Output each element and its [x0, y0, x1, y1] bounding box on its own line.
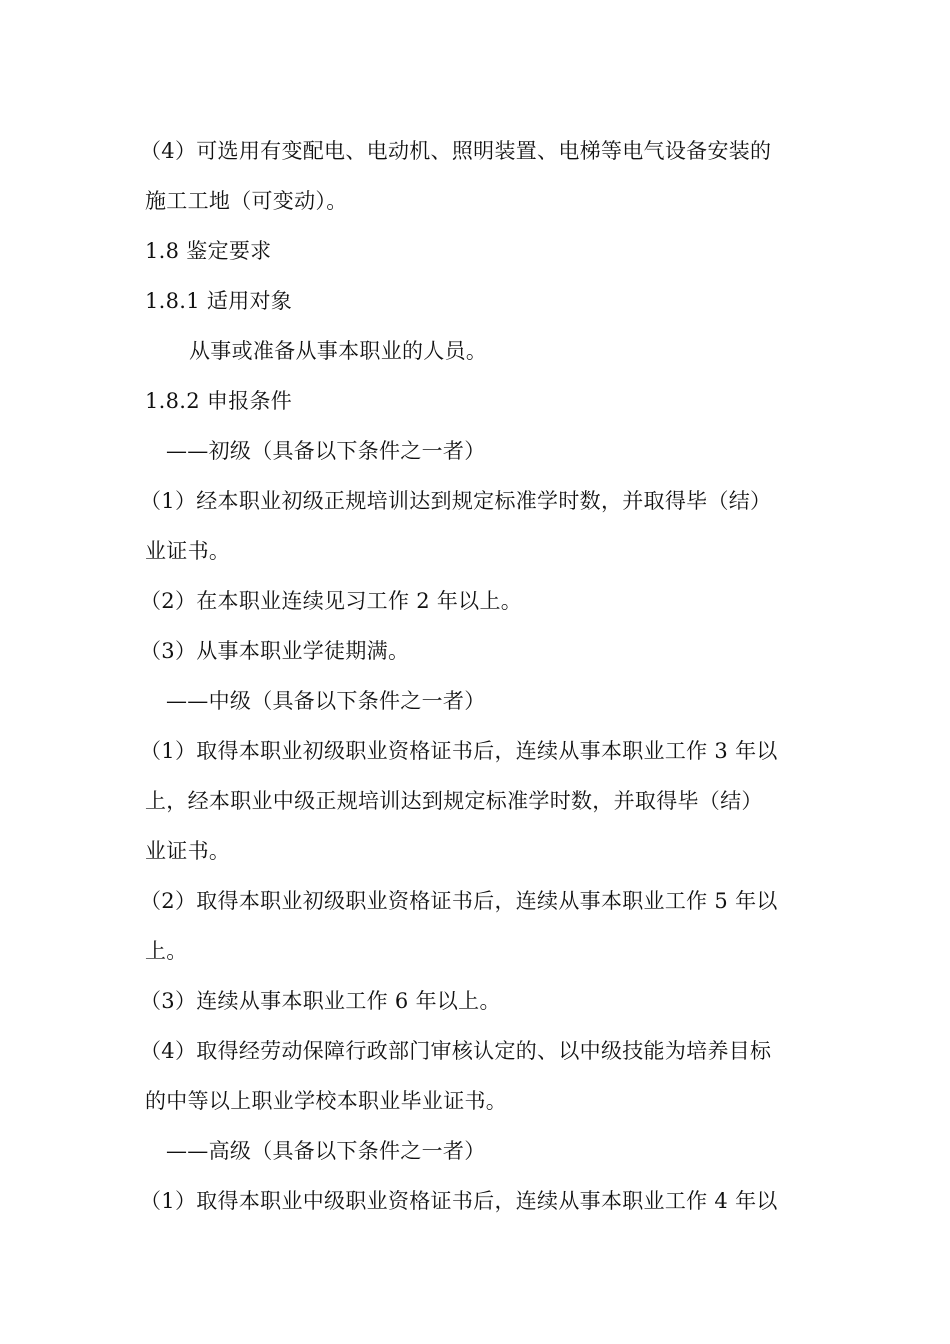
level-heading: ——高级（具备以下条件之一者）: [166, 1139, 486, 1163]
list-item: （2）在本职业连续见习工作 2 年以上。: [140, 589, 523, 613]
list-item: （1）经本职业初级正规培训达到规定标准学时数，并取得毕（结）: [140, 489, 772, 513]
paragraph-line: 上。: [145, 939, 188, 963]
paragraph-line: 上，经本职业中级正规培训达到规定标准学时数，并取得毕（结）: [145, 789, 763, 813]
list-item: （2）取得本职业初级职业资格证书后，连续从事本职业工作 5 年以: [140, 889, 778, 913]
list-item: （4）取得经劳动保障行政部门审核认定的、以中级技能为培养目标: [140, 1039, 772, 1063]
paragraph-line: 施工工地（可变动）。: [145, 189, 348, 213]
subsection-heading: 1.8.2 申报条件: [145, 389, 293, 413]
paragraph-line: 业证书。: [145, 539, 231, 563]
list-item: （1）取得本职业中级职业资格证书后，连续从事本职业工作 4 年以: [140, 1189, 778, 1213]
document-body: [140, 126, 810, 1226]
level-heading: ——初级（具备以下条件之一者）: [166, 439, 486, 463]
list-item: （3）连续从事本职业工作 6 年以上。: [140, 989, 501, 1013]
list-item: （1）取得本职业初级职业资格证书后，连续从事本职业工作 3 年以: [140, 739, 778, 763]
paragraph-line: （4）可选用有变配电、电动机、照明装置、电梯等电气设备安装的: [140, 139, 772, 163]
paragraph-line: 的中等以上职业学校本职业毕业证书。: [145, 1089, 508, 1113]
paragraph-line: 从事或准备从事本职业的人员。: [189, 339, 488, 363]
section-heading: 1.8 鉴定要求: [145, 239, 272, 263]
list-item: （3）从事本职业学徒期满。: [140, 639, 410, 663]
level-heading: ——中级（具备以下条件之一者）: [166, 689, 486, 713]
paragraph-line: 业证书。: [145, 839, 231, 863]
subsection-heading: 1.8.1 适用对象: [145, 289, 293, 313]
